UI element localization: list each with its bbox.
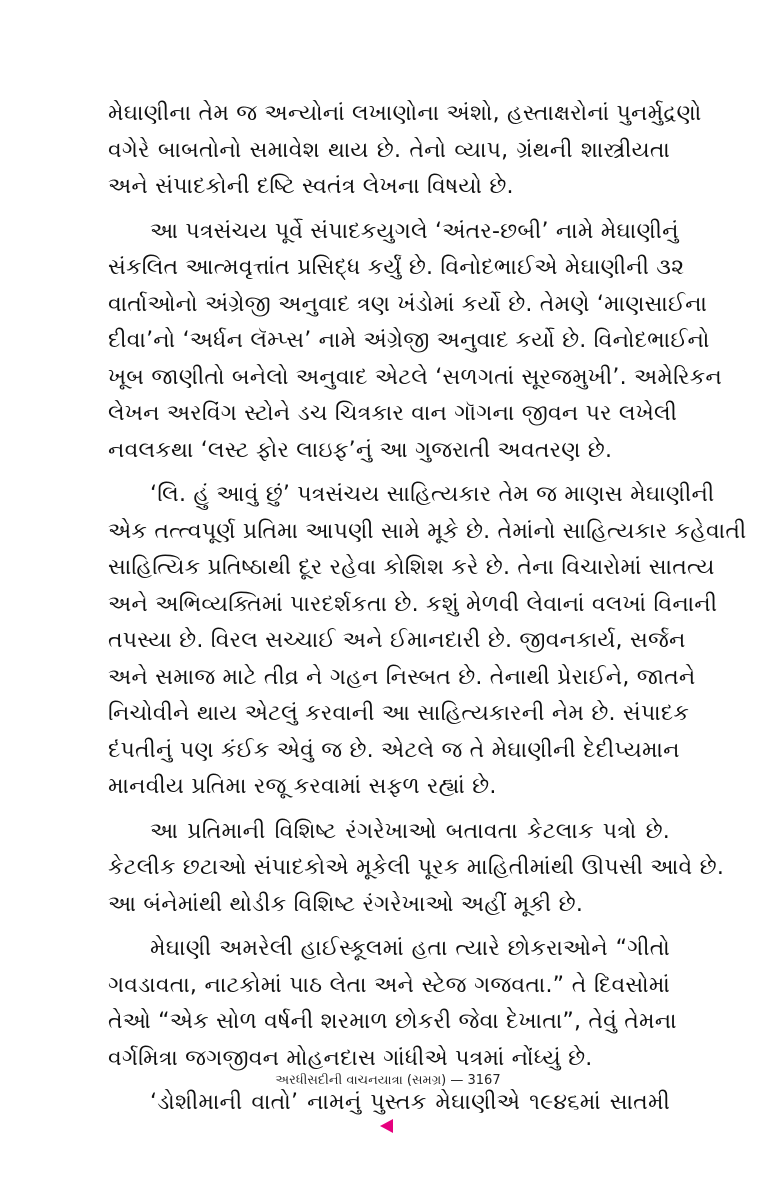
text-line: આ બંનેમાંથી થોડીક વિશિષ્ટ રંગરેખાઓ અહીં મૂકી છે.	[108, 891, 584, 917]
text-line: ગવડાવતા, નાટકોમાં પાઠ લેતા અને સ્ટેજ ગજવતા.” તે દિવસોમાં	[108, 972, 670, 998]
text-line: તેઓ “એક સોળ વર્ષની શરમાળ છોકરી જેવા દેખાતા”, તેવું તેમના	[108, 1009, 677, 1034]
paragraph-2	[108, 214, 723, 470]
text-line: વગેરે બાબતોનો સમાવેશ થાય છે. તેનો વ્યાપ, ગ્રંથની શાસ્ત્રીયતા	[108, 137, 670, 163]
text-line: દીવા’નો ‘અર્ધન લૅમ્પ્સ’ નામે અંગ્રેજી અનુવાદ કર્યો છે. વિનોદભાઈનો	[108, 328, 710, 353]
text-line: અને સંપાદકોની દષ્ટિ સ્વતંત્ર લેખના વિષયો છે.	[108, 174, 514, 199]
paragraph-3	[108, 477, 747, 806]
text-line: તપસ્યા છે. વિરલ સચ્ચાઈ અને ઈમાનદારી છે. જીવનકાર્ય, સર્જન	[108, 628, 686, 653]
triangle-left-icon[interactable]	[380, 1119, 393, 1133]
text-line: દંપતીનું પણ કંઈક એવું જ છે. એટલે જ તે મેઘાણીની દેદીપ્યમાન	[108, 737, 680, 763]
text-line: આ પત્રસંચય પૂર્વે સંપાદકયુગલે ‘અંતર-છબી’ નામે મેઘાણીનું	[150, 218, 679, 244]
text-line: ખૂબ જાણીતો બનેલો અનુવાદ એટલે ‘સળગતાં સૂરજમુખી’. અમેરિકન	[108, 364, 723, 390]
text-line: સંકલિત આત્મવૃત્તાંત પ્રસિદ્ધ કર્યું છે. વિનોદભાઈએ મેઘાણીની ૩૨	[108, 255, 685, 280]
text-line: માનવીય પ્રતિમા રજૂ કરવામાં સફળ રહ્યાં છે.	[108, 774, 497, 799]
paragraph-4	[108, 814, 725, 924]
paragraph-1	[108, 96, 702, 206]
text-line: કેટલીક છટાઓ સંપાદકોએ મૂકેલી પૂરક માહિતીમાંથી ઊપસી આવે છે.	[108, 855, 725, 880]
text-line: ‘લિ. હું આવું છું’ પત્રસંચય સાહિત્યકાર તેમ જ માણસ મેઘાણીની	[150, 482, 715, 507]
text-line: એક તત્ત્વપૂર્ણ પ્રતિમા આપણી સામે મૂકે છે. તેમાંનો સાહિત્યકાર કહેવાતી	[108, 518, 747, 544]
text-line: સાહિત્યિક પ્રતિષ્ઠાથી દૂર રહેવા કોશિશ કરે છે. તેના વિચારોમાં સાતત્ય	[108, 555, 715, 580]
paragraph-6	[108, 1085, 670, 1122]
text-line: અને સમાજ માટે તીવ્ર ને ગહન નિસ્બત છે. તેનાથી પ્રેરાઈને, જાતને	[108, 664, 696, 690]
body-text	[108, 96, 747, 1122]
text-line: લેખન અરવિંગ સ્ટોને ડચ ચિત્રકાર વાન ગૉગના જીવન પર લખેલી	[108, 401, 678, 426]
page-footer: અરધીસદીની વાચનયાત્રા (સમગ્ર) — 3167	[275, 1073, 501, 1088]
text-line: ‘ડોશીમાની વાતો’ નામનું પુસ્તક મેઘાણીએ ૧૯૪૬માં સાતમી	[150, 1090, 670, 1115]
text-line: નિચોવીને થાય એટલું કરવાની આ સાહિત્યકારની નેમ છે. સંપાદક	[108, 701, 690, 726]
text-line: આ પ્રતિમાની વિશિષ્ટ રંગરેખાઓ બતાવતા કેટલાક પત્રો છે.	[150, 818, 670, 844]
text-line: નવલકથા ‘લસ્ટ ફોર લાઇફ’નું આ ગુજરાતી અવતરણ છે.	[108, 437, 613, 463]
text-line: વાર્તાઓનો અંગ્રેજી અનુવાદ ત્રણ ખંડોમાં કર્યો છે. તેમણે ‘માણસાઈના	[108, 291, 708, 317]
paragraph-5	[108, 931, 677, 1077]
text-line: અને અભિવ્યક્તિમાં પારદર્શકતા છે. કશું મેળવી લેવાનાં વલખાં વિનાની	[108, 591, 718, 617]
text-line: વર્ગમિત્રા જગજીવન મોહનદાસ ગાંધીએ પત્રમાં નોંધ્યું છે.	[108, 1045, 593, 1071]
text-line: મેઘાણી અમરેલી હાઈસ્કૂલમાં હતા ત્યારે છોકરાઓને “ગીતો	[150, 936, 670, 961]
text-line: મેઘાણીના તેમ જ અન્યોનાં લખાણોના અંશો, હસ્તાક્ષરોનાં પુનર્મુદ્રણો	[108, 101, 702, 126]
